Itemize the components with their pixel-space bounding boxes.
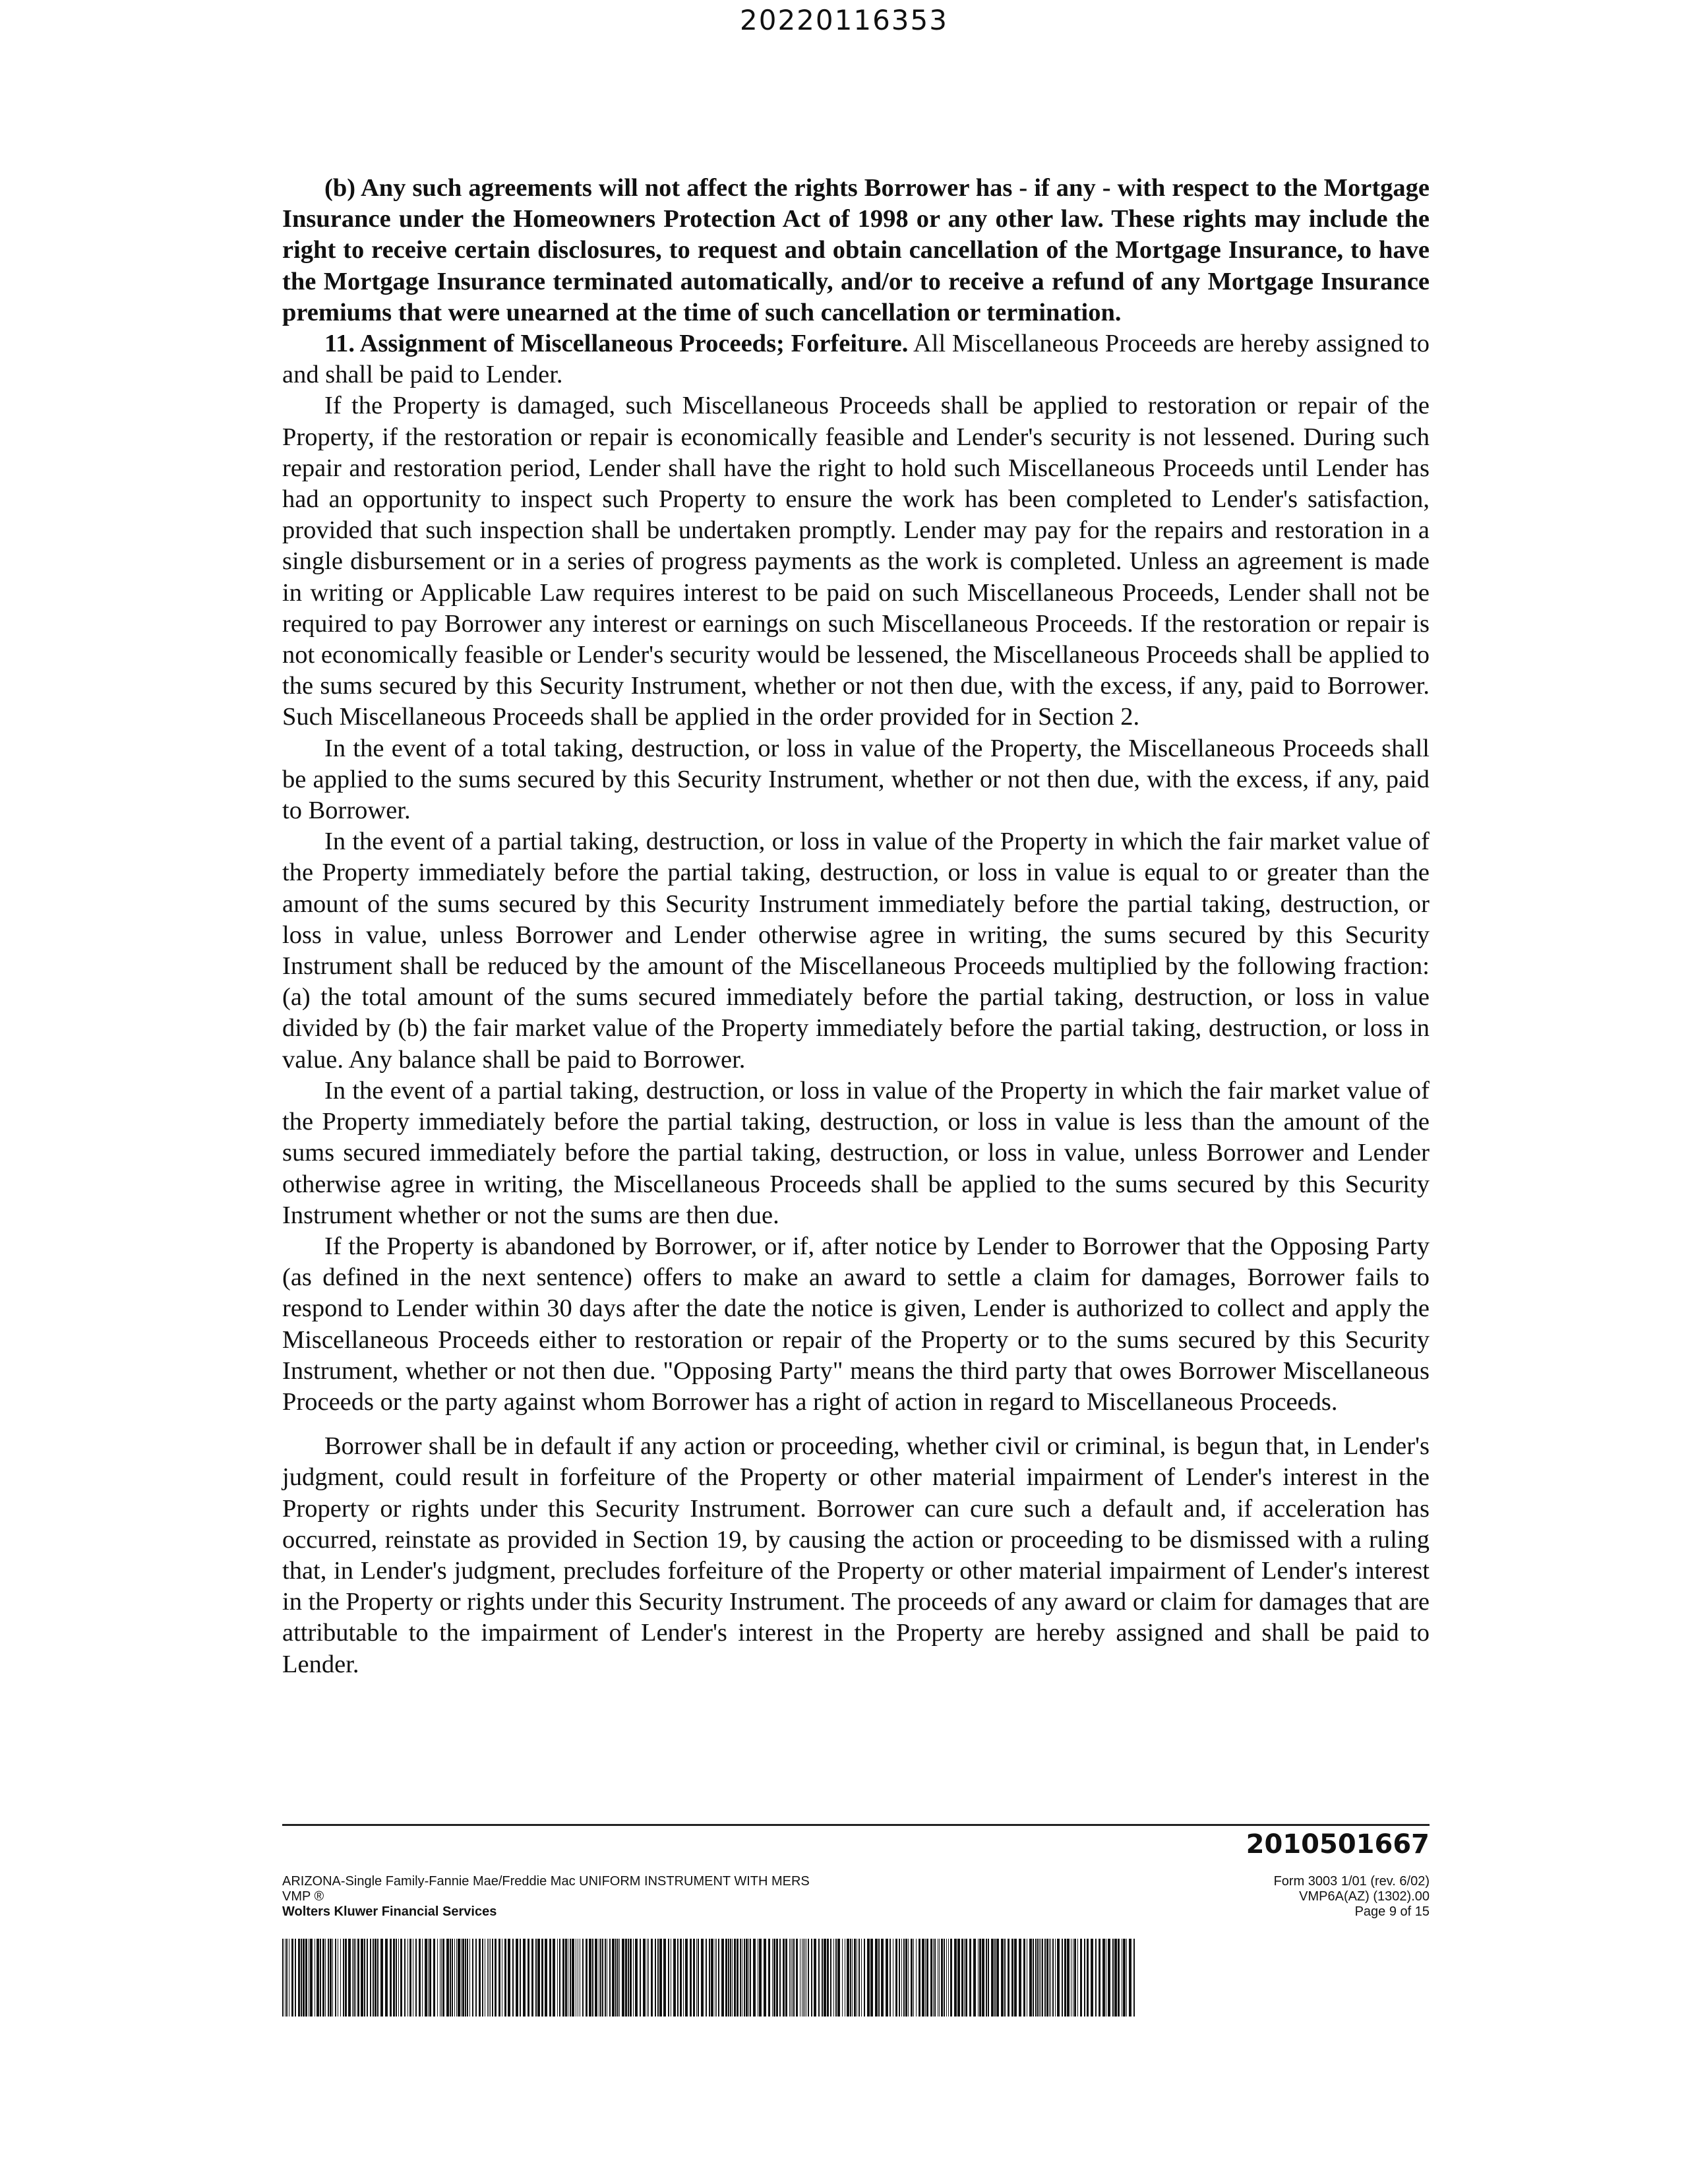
page-number: Page 9 of 15 xyxy=(1354,1904,1430,1919)
loan-number: 2010501667 xyxy=(1246,1829,1430,1860)
footer-rule xyxy=(282,1824,1430,1826)
paragraph-mortgage-insurance-rights: (b) Any such agreements will not affect the rights Borrower has - if any - with respect to the Mortgage Insurance under the Homeowners Protection Act of 1998 or any other law. These rights may include the right to receive certain disclosures, to request and obtain cancellation of the Mortgage Insurance, to have the Mortgage Insurance terminated automatically, and/or to receive a refund of any Mortgage Insurance premiums that were unearned at the time of such cancellation or termination. xyxy=(282,174,1430,326)
form-code: VMP6A(AZ) (1302).00 xyxy=(1299,1889,1430,1904)
publisher-name: Wolters Kluwer Financial Services xyxy=(282,1904,497,1919)
footer-form-number xyxy=(1274,1874,1430,1920)
section-11-text: All Miscellaneous Proceeds are hereby assigned to and shall be paid to Lender. xyxy=(282,330,1430,389)
recording-number: 20220116353 xyxy=(740,4,948,36)
section-11-paragraph xyxy=(282,328,1430,390)
section-11-heading: 11. Assignment of Miscellaneous Proceeds; Forfeiture. xyxy=(324,330,909,358)
paragraph-partial-taking-less: In the event of a partial taking, destruction, or loss in value of the Property in which the fair market value of the Property immediately before the partial taking, destruction, or loss in value is less than the amount of the sums secured immediately before the partial taking, destruction, or loss in value, unless Borrower and Lender otherwise agree in writing, the Miscellaneous Proceeds shall be applied to the sums secured by this Security Instrument whether or not the sums are then due. xyxy=(282,1076,1430,1229)
paragraph-property-damaged: If the Property is damaged, such Miscellaneous Proceeds shall be applied to restoration or repair of the Property, if the restoration or repair is economically feasible and Lender's security is not lessened. During such repair and restoration period, Lender shall have the right to hold such Miscellaneous Proceeds until Lender has had an opportunity to inspect such Property to ensure the work has been completed to Lender's satisfaction, provided that such inspection shall be undertaken promptly. Lender may pay for the repairs and restoration in a single disbursement or in a series of progress payments as the work is completed. Unless an agreement is made in writing or Applicable Law requires interest to be paid on such Miscellaneous Proceeds, Lender shall not be required to pay Borrower any interest or earnings on such Miscellaneous Proceeds. If the restoration or repair is not economically feasible or Lender's security would be lessened, the Miscellaneous Proceeds shall be applied to the sums secured by this Security Instrument, whether or not then due, with the excess, if any, paid to Borrower. Such Miscellaneous Proceeds shall be applied in the order provided for in Section 2. xyxy=(282,392,1430,731)
document-body xyxy=(282,173,1430,1680)
footer-form-info xyxy=(282,1874,810,1920)
barcode xyxy=(282,1939,1139,2017)
paragraph-partial-taking-greater: In the event of a partial taking, destruction, or loss in value of the Property in which the fair market value of the Property immediately before the partial taking, destruction, or loss in value is equal to or greater than the amount of the sums secured by this Security Instrument immediately before the partial taking, destruction, or loss in value, unless Borrower and Lender otherwise agree in writing, the sums secured by this Security Instrument shall be reduced by the amount of the Miscellaneous Proceeds multiplied by the following fraction: (a) the total amount of the sums secured immediately before the partial taking, destruction, or loss in value divided by (b) the fair market value of the Property immediately before the partial taking, destruction, or loss in value. Any balance shall be paid to Borrower. xyxy=(282,828,1430,1074)
paragraph-total-taking: In the event of a total taking, destruction, or loss in value of the Property, the Miscellaneous Proceeds shall be applied to the sums secured by this Security Instrument, whether or not then due, with the excess, if any, paid to Borrower. xyxy=(282,734,1430,825)
paragraph-abandoned-property: If the Property is abandoned by Borrower, or if, after notice by Lender to Borrower that the Opposing Party (as defined in the next sentence) offers to make an award to settle a claim for damages, Borrower fails to respond to Lender within 30 days after the date the notice is given, Lender is authorized to collect and apply the Miscellaneous Proceeds either to restoration or repair of the Property or to the sums secured by this Security Instrument, whether or not then due. "Opposing Party" means the third party that owes Borrower Miscellaneous Proceeds or the party against whom Borrower has a right of action in regard to Miscellaneous Proceeds. xyxy=(282,1232,1430,1416)
paragraph-borrower-default: Borrower shall be in default if any action or proceeding, whether civil or criminal, is begun that, in Lender's judgment, could result in forfeiture of the Property or other material impairment of Lender's interest in the Property or rights under this Security Instrument. Borrower can cure such a default and, if acceleration has occurred, reinstate as provided in Section 19, by causing the action or proceeding to be dismissed with a ruling that, in Lender's judgment, precludes forfeiture of the Property or other material impairment of Lender's interest in the Property or rights under this Security Instrument. The proceeds of any award or claim for damages that are attributable to the impairment of Lender's interest in the Property are hereby assigned and shall be paid to Lender. xyxy=(282,1432,1430,1678)
form-title: ARIZONA-Single Family-Fannie Mae/Freddie Mac UNIFORM INSTRUMENT WITH MERS xyxy=(282,1874,810,1889)
vmp-mark: VMP ® xyxy=(282,1889,324,1904)
form-number: Form 3003 1/01 (rev. 6/02) xyxy=(1273,1874,1430,1889)
